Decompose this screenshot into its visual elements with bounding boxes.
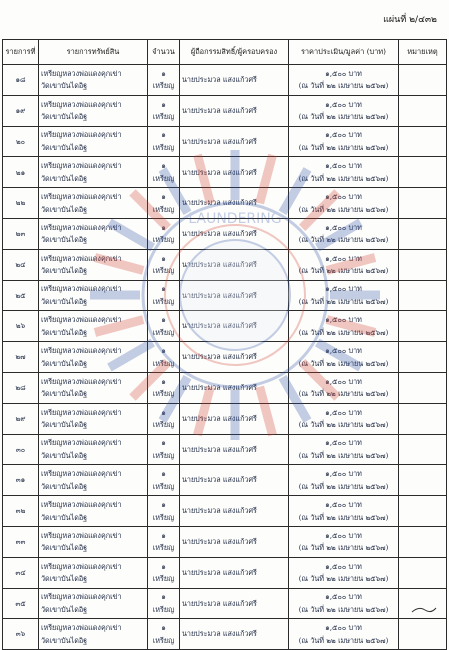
item-cell: [39, 249, 148, 280]
value-date: (ณ วันที่ ๒๒ เมษายน ๒๕๖๗): [298, 604, 389, 614]
item-name: เหรียญหลวงพ่อแดงคุกเข่า: [41, 68, 122, 78]
qty-unit: เหรียญ: [152, 142, 175, 152]
note-cell: [399, 280, 447, 311]
value-date: (ณ วันที่ ๒๒ เมษายน ๒๕๖๗): [298, 296, 389, 306]
owner-cell: [180, 434, 289, 465]
item-source: วัดเขาบันไดอิฐ: [41, 358, 88, 368]
value-cell: [289, 557, 399, 588]
table-row: [3, 280, 447, 311]
row-number: ๒๓: [3, 218, 39, 249]
qty-cell: [148, 557, 180, 588]
value-amount: ๑,๕๐๐ บาท: [325, 530, 362, 540]
qty-cell: [148, 465, 180, 496]
owner-name: นายประมวล แสงแก้วศรี: [182, 567, 257, 577]
owner-cell: [180, 342, 289, 373]
item-name: เหรียญหลวงพ่อแดงคุกเข่า: [41, 315, 122, 325]
item-cell: [39, 95, 148, 126]
qty-number: ๑: [161, 284, 166, 294]
qty-cell: [148, 65, 180, 96]
value-cell: [289, 496, 399, 527]
qty-cell: [148, 526, 180, 557]
value-amount: ๑,๕๐๐ บาท: [325, 192, 362, 202]
value-cell: [289, 526, 399, 557]
table-row: [3, 526, 447, 557]
row-number: ๒๔: [3, 249, 39, 280]
qty-cell: [148, 280, 180, 311]
item-name: เหรียญหลวงพ่อแดงคุกเข่า: [41, 284, 122, 294]
owner-cell: [180, 403, 289, 434]
item-source: วัดเขาบันไดอิฐ: [41, 266, 88, 276]
owner-name: นายประมวล แสงแก้วศรี: [182, 167, 257, 177]
item-cell: [39, 403, 148, 434]
col-header-item: รายการทรัพย์สิน: [39, 40, 148, 65]
value-cell: [289, 249, 399, 280]
value-amount: ๑,๕๐๐ บาท: [325, 407, 362, 417]
item-cell: [39, 588, 148, 619]
qty-unit: เหรียญ: [152, 296, 175, 306]
owner-name: นายประมวล แสงแก้วศรี: [182, 537, 257, 547]
asset-table: [2, 39, 447, 650]
qty-unit: เหรียญ: [152, 81, 175, 91]
value-date: (ณ วันที่ ๒๒ เมษายน ๒๕๖๗): [298, 327, 389, 337]
qty-unit: เหรียญ: [152, 543, 175, 553]
owner-cell: [180, 249, 289, 280]
qty-number: ๑: [161, 99, 166, 109]
note-cell: [399, 465, 447, 496]
item-source: วัดเขาบันไดอิฐ: [41, 543, 88, 553]
note-cell: [399, 126, 447, 157]
note-cell: [399, 372, 447, 403]
item-cell: [39, 496, 148, 527]
owner-name: นายประมวล แสงแก้วศรี: [182, 444, 257, 454]
item-source: วัดเขาบันไดอิฐ: [41, 512, 88, 522]
item-source: วัดเขาบันไดอิฐ: [41, 420, 88, 430]
value-cell: [289, 342, 399, 373]
item-source: วัดเขาบันไดอิฐ: [41, 81, 88, 91]
item-cell: [39, 372, 148, 403]
qty-number: ๑: [161, 592, 166, 602]
item-name: เหรียญหลวงพ่อแดงคุกเข่า: [41, 407, 122, 417]
row-number: ๓๓: [3, 526, 39, 557]
qty-cell: [148, 126, 180, 157]
value-amount: ๑,๕๐๐ บาท: [325, 68, 362, 78]
item-cell: [39, 157, 148, 188]
qty-number: ๑: [161, 346, 166, 355]
qty-number: ๑: [161, 469, 166, 479]
item-name: เหรียญหลวงพ่อแดงคุกเข่า: [41, 592, 122, 602]
qty-number: ๑: [161, 130, 166, 140]
item-name: เหรียญหลวงพ่อแดงคุกเข่า: [41, 161, 122, 171]
qty-number: ๑: [161, 68, 166, 78]
value-amount: ๑,๕๐๐ บาท: [325, 222, 362, 232]
item-source: วัดเขาบันไดอิฐ: [41, 327, 88, 337]
value-date: (ณ วันที่ ๒๒ เมษายน ๒๕๖๗): [298, 635, 389, 645]
owner-name: นายประมวล แสงแก้วศรี: [182, 198, 257, 208]
table-row: [3, 496, 447, 527]
qty-number: ๑: [161, 315, 166, 325]
value-date: (ณ วันที่ ๒๒ เมษายน ๒๕๖๗): [298, 266, 389, 276]
owner-name: นายประมวล แสงแก้วศรี: [182, 290, 257, 300]
row-number: ๓๑: [3, 465, 39, 496]
qty-unit: เหรียญ: [152, 481, 175, 491]
item-source: วัดเขาบันไดอิฐ: [41, 235, 88, 245]
row-number: ๒๖: [3, 311, 39, 342]
value-date: (ณ วันที่ ๒๒ เมษายน ๒๕๖๗): [298, 512, 389, 522]
owner-cell: [180, 619, 289, 650]
qty-cell: [148, 619, 180, 650]
qty-unit: เหรียญ: [152, 420, 175, 430]
table-header-row: [3, 40, 447, 65]
row-number: ๒๙: [3, 403, 39, 434]
item-cell: [39, 619, 148, 650]
qty-cell: [148, 403, 180, 434]
value-cell: [289, 157, 399, 188]
table-row: [3, 372, 447, 403]
item-name: เหรียญหลวงพ่อแดงคุกเข่า: [41, 376, 122, 386]
owner-cell: [180, 465, 289, 496]
qty-unit: เหรียญ: [152, 358, 175, 368]
value-amount: ๑,๕๐๐ บาท: [325, 346, 362, 355]
qty-unit: เหรียญ: [152, 389, 175, 399]
note-cell: [399, 188, 447, 219]
qty-number: ๑: [161, 623, 166, 633]
table-row: [3, 434, 447, 465]
value-date: (ณ วันที่ ๒๒ เมษายน ๒๕๖๗): [298, 389, 389, 399]
item-cell: [39, 280, 148, 311]
value-date: (ณ วันที่ ๒๒ เมษายน ๒๕๖๗): [298, 481, 389, 491]
item-name: เหรียญหลวงพ่อแดงคุกเข่า: [41, 499, 122, 509]
table-row: [3, 218, 447, 249]
table-row: [3, 157, 447, 188]
qty-cell: [148, 434, 180, 465]
qty-cell: [148, 95, 180, 126]
item-cell: [39, 342, 148, 373]
qty-number: ๑: [161, 376, 166, 386]
owner-name: นายประมวล แสงแก้วศรี: [182, 229, 257, 239]
value-amount: ๑,๕๐๐ บาท: [325, 376, 362, 386]
item-source: วัดเขาบันไดอิฐ: [41, 635, 88, 645]
owner-name: นายประมวล แสงแก้วศรี: [182, 352, 257, 362]
qty-number: ๑: [161, 407, 166, 417]
value-amount: ๑,๕๐๐ บาท: [325, 284, 362, 294]
value-amount: ๑,๕๐๐ บาท: [325, 623, 362, 633]
qty-cell: [148, 218, 180, 249]
item-name: เหรียญหลวงพ่อแดงคุกเข่า: [41, 130, 122, 140]
value-date: (ณ วันที่ ๒๒ เมษายน ๒๕๖๗): [298, 173, 389, 183]
qty-unit: เหรียญ: [152, 235, 175, 245]
note-cell: [399, 403, 447, 434]
item-source: วัดเขาบันไดอิฐ: [41, 142, 88, 152]
row-number: ๓๐: [3, 434, 39, 465]
table-row: [3, 342, 447, 373]
value-date: (ณ วันที่ ๒๒ เมษายน ๒๕๖๗): [298, 142, 389, 152]
item-cell: [39, 188, 148, 219]
item-source: วัดเขาบันไดอิฐ: [41, 204, 88, 214]
value-amount: ๑,๕๐๐ บาท: [325, 130, 362, 140]
row-number: ๑๘: [3, 65, 39, 96]
value-amount: ๑,๕๐๐ บาท: [325, 469, 362, 479]
owner-cell: [180, 126, 289, 157]
value-amount: ๑,๕๐๐ บาท: [325, 253, 362, 263]
owner-name: นายประมวล แสงแก้วศรี: [182, 629, 257, 639]
value-date: (ณ วันที่ ๒๒ เมษายน ๒๕๖๗): [298, 358, 389, 368]
owner-cell: [180, 526, 289, 557]
col-header-owner: ผู้ถือกรรมสิทธิ์/ผู้ครอบครอง: [180, 40, 289, 65]
owner-cell: [180, 218, 289, 249]
qty-unit: เหรียญ: [152, 327, 175, 337]
owner-cell: [180, 157, 289, 188]
qty-cell: [148, 588, 180, 619]
value-cell: [289, 65, 399, 96]
value-amount: ๑,๕๐๐ บาท: [325, 499, 362, 509]
owner-cell: [180, 188, 289, 219]
owner-cell: [180, 95, 289, 126]
item-cell: [39, 557, 148, 588]
row-number: ๒๒: [3, 188, 39, 219]
qty-unit: เหรียญ: [152, 635, 175, 645]
table-row: [3, 126, 447, 157]
value-date: (ณ วันที่ ๒๒ เมษายน ๒๕๖๗): [298, 235, 389, 245]
qty-unit: เหรียญ: [152, 604, 175, 614]
value-amount: ๑,๕๐๐ บาท: [325, 438, 362, 448]
qty-unit: เหรียญ: [152, 204, 175, 214]
watermark-text: LAUNDERING: [188, 211, 282, 227]
col-header-qty: จำนวน: [148, 40, 180, 65]
item-source: วัดเขาบันไดอิฐ: [41, 450, 88, 460]
qty-cell: [148, 157, 180, 188]
value-cell: [289, 434, 399, 465]
qty-unit: เหรียญ: [152, 112, 175, 122]
note-cell: [399, 619, 447, 650]
owner-name: นายประมวล แสงแก้วศรี: [182, 506, 257, 516]
item-cell: [39, 526, 148, 557]
qty-unit: เหรียญ: [152, 266, 175, 276]
qty-unit: เหรียญ: [152, 512, 175, 522]
qty-cell: [148, 311, 180, 342]
sheet-number: แผ่นที่ ๒/๔๓๒: [383, 15, 437, 25]
note-cell: [399, 311, 447, 342]
item-source: วัดเขาบันไดอิฐ: [41, 112, 88, 122]
owner-cell: [180, 496, 289, 527]
table-row: [3, 65, 447, 96]
qty-cell: [148, 249, 180, 280]
row-number: ๒๗: [3, 342, 39, 373]
col-header-no: รายการที่: [3, 40, 39, 65]
col-header-note: หมายเหตุ: [399, 40, 447, 65]
value-cell: [289, 372, 399, 403]
item-name: เหรียญหลวงพ่อแดงคุกเข่า: [41, 346, 122, 355]
owner-name: นายประมวล แสงแก้วศรี: [182, 321, 257, 331]
owner-cell: [180, 280, 289, 311]
owner-name: นายประมวล แสงแก้วศรี: [182, 105, 257, 115]
item-cell: [39, 218, 148, 249]
owner-name: นายประมวล แสงแก้วศรี: [182, 259, 257, 269]
value-cell: [289, 311, 399, 342]
value-amount: ๑,๕๐๐ บาท: [325, 592, 362, 602]
note-cell: [399, 95, 447, 126]
row-number: ๓๕: [3, 588, 39, 619]
item-cell: [39, 311, 148, 342]
col-header-value: ราคาประเมิน/มูลค่า (บาท): [289, 40, 399, 65]
item-name: เหรียญหลวงพ่อแดงคุกเข่า: [41, 438, 122, 448]
owner-cell: [180, 65, 289, 96]
value-date: (ณ วันที่ ๒๒ เมษายน ๒๕๖๗): [298, 574, 389, 584]
item-name: เหรียญหลวงพ่อแดงคุกเข่า: [41, 192, 122, 202]
row-number: ๓๒: [3, 496, 39, 527]
qty-unit: เหรียญ: [152, 450, 175, 460]
value-cell: [289, 126, 399, 157]
note-cell: [399, 496, 447, 527]
qty-number: ๑: [161, 499, 166, 509]
table-row: [3, 188, 447, 219]
value-cell: [289, 218, 399, 249]
row-number: ๓๔: [3, 557, 39, 588]
qty-unit: เหรียญ: [152, 574, 175, 584]
note-cell: [399, 65, 447, 96]
qty-number: ๑: [161, 192, 166, 202]
note-cell: [399, 342, 447, 373]
item-name: เหรียญหลวงพ่อแดงคุกเข่า: [41, 253, 122, 263]
qty-number: ๑: [161, 161, 166, 171]
qty-number: ๑: [161, 530, 166, 540]
table-row: [3, 95, 447, 126]
item-cell: [39, 434, 148, 465]
note-cell: [399, 249, 447, 280]
value-date: (ณ วันที่ ๒๒ เมษายน ๒๕๖๗): [298, 420, 389, 430]
owner-cell: [180, 588, 289, 619]
item-cell: [39, 465, 148, 496]
note-cell: [399, 218, 447, 249]
qty-cell: [148, 342, 180, 373]
item-name: เหรียญหลวงพ่อแดงคุกเข่า: [41, 561, 122, 571]
owner-cell: [180, 311, 289, 342]
owner-name: นายประมวล แสงแก้วศรี: [182, 136, 257, 146]
table-row: [3, 619, 447, 650]
value-cell: [289, 188, 399, 219]
value-cell: [289, 280, 399, 311]
item-name: เหรียญหลวงพ่อแดงคุกเข่า: [41, 530, 122, 540]
table-row: [3, 249, 447, 280]
row-number: ๓๖: [3, 619, 39, 650]
item-source: วัดเขาบันไดอิฐ: [41, 574, 88, 584]
owner-name: นายประมวล แสงแก้วศรี: [182, 75, 257, 85]
qty-number: ๑: [161, 561, 166, 571]
value-cell: [289, 619, 399, 650]
item-cell: [39, 65, 148, 96]
row-number: ๒๐: [3, 126, 39, 157]
item-source: วัดเขาบันไดอิฐ: [41, 389, 88, 399]
item-source: วัดเขาบันไดอิฐ: [41, 296, 88, 306]
owner-name: นายประมวล แสงแก้วศรี: [182, 413, 257, 423]
value-amount: ๑,๕๐๐ บาท: [325, 315, 362, 325]
value-cell: [289, 403, 399, 434]
pen-stroke-mark: [411, 604, 437, 614]
value-date: (ณ วันที่ ๒๒ เมษายน ๒๕๖๗): [298, 81, 389, 91]
item-name: เหรียญหลวงพ่อแดงคุกเข่า: [41, 99, 122, 109]
table-row: [3, 403, 447, 434]
owner-name: นายประมวล แสงแก้วศรี: [182, 383, 257, 393]
qty-cell: [148, 188, 180, 219]
row-number: ๒๘: [3, 372, 39, 403]
owner-name: นายประมวล แสงแก้วศรี: [182, 598, 257, 608]
row-number: ๑๙: [3, 95, 39, 126]
item-source: วัดเขาบันไดอิฐ: [41, 481, 88, 491]
value-cell: [289, 95, 399, 126]
qty-cell: [148, 496, 180, 527]
owner-cell: [180, 372, 289, 403]
value-cell: [289, 588, 399, 619]
value-date: (ณ วันที่ ๒๒ เมษายน ๒๕๖๗): [298, 543, 389, 553]
value-amount: ๑,๕๐๐ บาท: [325, 99, 362, 109]
item-name: เหรียญหลวงพ่อแดงคุกเข่า: [41, 222, 122, 232]
qty-number: ๑: [161, 222, 166, 232]
value-amount: ๑,๕๐๐ บาท: [325, 561, 362, 571]
note-cell: [399, 157, 447, 188]
item-cell: [39, 126, 148, 157]
qty-number: ๑: [161, 253, 166, 263]
qty-cell: [148, 372, 180, 403]
note-cell: [399, 557, 447, 588]
qty-number: ๑: [161, 438, 166, 448]
value-date: (ณ วันที่ ๒๒ เมษายน ๒๕๖๗): [298, 204, 389, 214]
item-name: เหรียญหลวงพ่อแดงคุกเข่า: [41, 623, 122, 633]
table-row: [3, 557, 447, 588]
value-date: (ณ วันที่ ๒๒ เมษายน ๒๕๖๗): [298, 450, 389, 460]
row-number: ๒๕: [3, 280, 39, 311]
item-source: วัดเขาบันไดอิฐ: [41, 173, 88, 183]
note-cell: [399, 434, 447, 465]
value-date: (ณ วันที่ ๒๒ เมษายน ๒๕๖๗): [298, 112, 389, 122]
owner-cell: [180, 557, 289, 588]
qty-unit: เหรียญ: [152, 173, 175, 183]
value-amount: ๑,๕๐๐ บาท: [325, 161, 362, 171]
row-number: ๒๑: [3, 157, 39, 188]
table-row: [3, 465, 447, 496]
owner-name: นายประมวล แสงแก้วศรี: [182, 475, 257, 485]
item-source: วัดเขาบันไดอิฐ: [41, 604, 88, 614]
table-row: [3, 311, 447, 342]
item-name: เหรียญหลวงพ่อแดงคุกเข่า: [41, 469, 122, 479]
table-row: [3, 588, 447, 619]
note-cell: [399, 526, 447, 557]
value-cell: [289, 465, 399, 496]
